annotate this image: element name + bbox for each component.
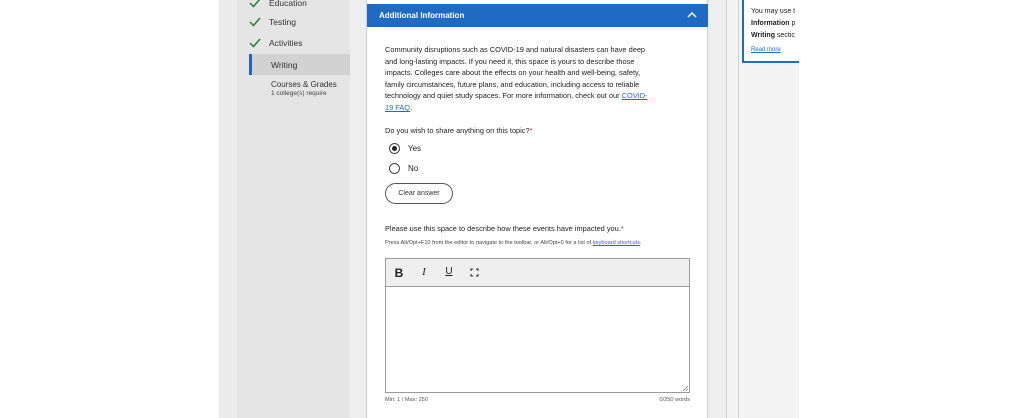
check-icon — [249, 0, 261, 8]
sidebar-item-label: Testing — [269, 17, 296, 27]
section-title: Additional Information — [379, 11, 465, 20]
help-line — [751, 18, 799, 30]
underline-button[interactable]: U — [445, 266, 453, 277]
help-text — [751, 6, 799, 42]
read-more-link[interactable]: Read more — [751, 47, 781, 53]
help-bold: Information — [751, 20, 790, 27]
italic-button[interactable]: I — [422, 266, 426, 278]
check-icon — [249, 17, 261, 27]
sidebar-item-label: Activities — [269, 38, 303, 48]
resize-handle-icon[interactable] — [682, 385, 689, 392]
prompt-label: Please use this space to describe how these events have impacted you. — [385, 224, 621, 233]
chevron-up-icon[interactable] — [686, 10, 698, 20]
column-divider — [726, 0, 739, 418]
page-background — [799, 0, 1025, 418]
main-gutter-right — [708, 0, 726, 418]
required-mark: * — [620, 224, 624, 233]
hint-end: . — [639, 240, 642, 246]
editor-hint — [385, 239, 645, 247]
help-rest: sectic — [774, 32, 795, 39]
sidebar-item-label: Education — [269, 0, 307, 8]
question-label: Do you wish to share anything on this topic? — [385, 126, 530, 135]
help-bold: Writing — [751, 32, 775, 39]
sidebar-item-activities[interactable] — [249, 38, 303, 48]
check-icon — [249, 38, 261, 48]
additional-information-panel — [366, 0, 708, 418]
describe-prompt — [385, 224, 624, 233]
sidebar-item-writing[interactable] — [249, 54, 356, 75]
sidebar-item-label: Writing — [271, 60, 298, 70]
intro-text — [385, 44, 655, 114]
word-limits: Min: 1 / Max: 250 — [385, 397, 428, 403]
hint-body: Press Alt/Opt+F10 from the editor to navigate to the toolbar, or Alt/Opt+0 for a list of — [385, 240, 593, 246]
sidebar-item-label: Courses & Grades — [271, 80, 337, 89]
bold-button[interactable]: B — [394, 266, 404, 280]
sidebar-item-sublabel: 1 college(s) require — [271, 90, 327, 97]
radio-no[interactable] — [389, 163, 418, 174]
sidebar-item-education[interactable] — [249, 0, 307, 8]
intro-body: Community disruptions such as COVID-19 and natural disasters can have deep and long-lasting impacts. If you need it, this space is yours to describe those impacts. Colleges care about the effects on your health and well-being, safety, family circumstances, future plans, and education, including access to reliable technology and quiet study spaces. For more information, check out our — [385, 45, 646, 101]
section-header[interactable] — [367, 4, 708, 27]
radio-selected-icon[interactable] — [389, 143, 400, 154]
help-line — [751, 30, 799, 42]
clear-answer-button[interactable]: Clear answer — [385, 183, 453, 204]
covid-faq-link[interactable]: COVID-19 FAQ — [385, 91, 648, 112]
radio-unselected-icon[interactable] — [389, 163, 400, 174]
radio-yes[interactable] — [389, 143, 421, 154]
radio-label: No — [408, 164, 419, 173]
intro-end: . — [410, 102, 413, 112]
editor-toolbar — [385, 258, 690, 287]
help-line: You may use t — [751, 8, 796, 15]
main-gutter — [350, 0, 366, 418]
sidebar-nav — [237, 0, 350, 418]
left-gutter — [219, 0, 237, 418]
help-card — [742, 0, 799, 63]
help-rest: p — [789, 20, 796, 27]
required-mark: * — [529, 126, 533, 135]
keyboard-shortcuts-link[interactable]: keyboard shortcuts — [592, 240, 640, 246]
radio-label: Yes — [408, 144, 422, 153]
essay-editor[interactable] — [385, 286, 690, 393]
word-count: 0/250 words — [659, 397, 690, 403]
sidebar-item-courses-grades[interactable] — [271, 80, 337, 98]
share-question — [385, 126, 533, 135]
sidebar-item-testing[interactable] — [249, 17, 296, 27]
fullscreen-icon[interactable] — [470, 268, 479, 277]
